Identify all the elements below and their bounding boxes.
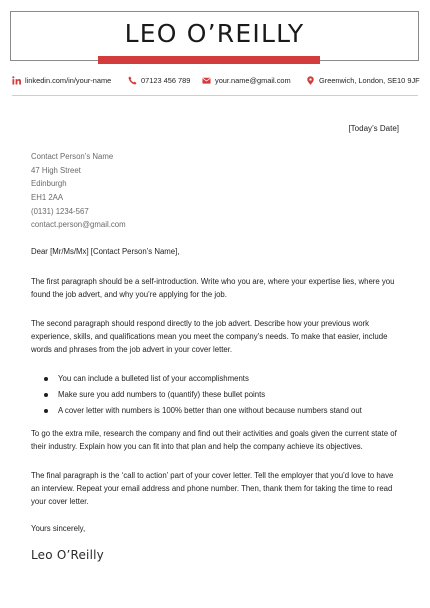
contact-location [306,76,420,85]
contact-linkedin[interactable] [12,76,111,85]
phone-text: 07123 456 789 [141,76,191,85]
contact-email[interactable] [202,76,291,85]
recipient-address [31,150,126,232]
contact-phone[interactable] [128,76,190,85]
recipient-email: contact.person@gmail.com [31,220,126,230]
recipient-name: Contact Person’s Name [31,152,114,161]
email-text: your.name@gmail.com [215,76,291,85]
paragraph-experience: The second paragraph should respond directly to the job advert. Describe how your previous work experience, skills, and qualifications mean you meet the company’s needs. To make that easier, include words and phrases from the job advert in your cover letter. [31,319,388,354]
paragraph-intro: The first paragraph should be a self-introduction. Write who you are, where your expertise lies, where you found the job advert, and why you’re applying for the job. [31,277,395,299]
salutation: Dear [Mr/Ms/Mx] [Contact Person’s Name], [31,247,180,256]
location-text: Greenwich, London, SE10 9JF [319,76,420,85]
phone-icon [128,76,137,85]
letter-date: [Today’s Date] [348,124,399,133]
map-pin-icon [306,76,315,85]
signature: Leo O’Reilly [31,548,104,562]
recipient-city: Edinburgh [31,179,67,189]
closing: Yours sincerely, [31,524,86,533]
accomplishment-list [44,371,404,419]
paragraph-research: To go the extra mile, research the company and find out their activities and goals given the current state of their industry. Explain how you can fit into that plan and help the company achieve its objectives. [31,429,397,451]
header-divider [12,95,418,96]
accent-bar [98,56,320,64]
list-item: Make sure you add numbers to (quantify) these bullet points [44,387,404,403]
list-item: You can include a bulleted list of your accomplishments [44,371,404,387]
recipient-postcode: EH1 2AA [31,193,64,203]
linkedin-icon [12,76,21,85]
name-header [10,11,419,61]
contact-row [12,76,420,90]
recipient-phone: (0131) 1234-567 [31,206,89,216]
recipient-street: 47 High Street [31,165,81,175]
applicant-name: LEO O’REILLY [124,19,305,48]
paragraph-call-to-action: The final paragraph is the ‘call to action’ part of your cover letter. Tell the employer that you’d love to have an interview. Repeat your email address and phone number. Then, thank them for taking the time to read your cover letter. [31,471,394,506]
linkedin-text: linkedin.com/in/your-name [25,76,112,85]
envelope-icon [202,76,211,85]
list-item: A cover letter with numbers is 100% better than one without because numbers stand out [44,403,404,419]
